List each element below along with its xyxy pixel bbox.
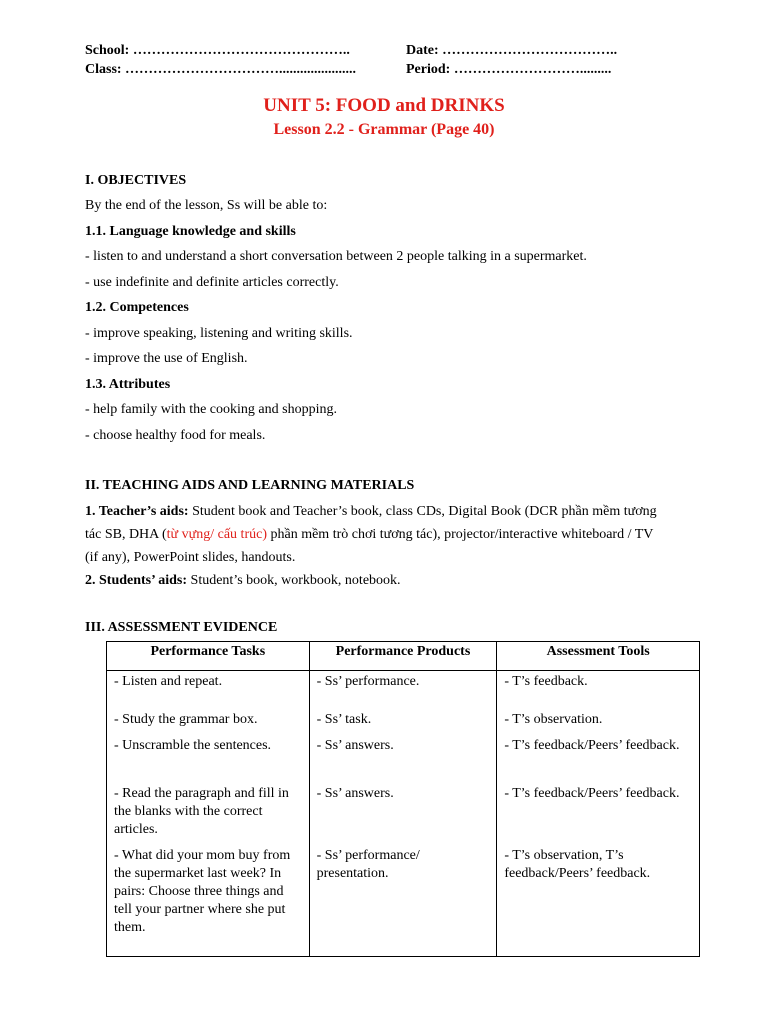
class-field: Class: ……………………………...................... <box>85 62 357 77</box>
table-cell: - Ss’ performance. <box>316 674 420 689</box>
table-cell: - T’s feedback/Peers’ feedback. <box>504 786 680 801</box>
column-header: Performance Products <box>309 642 497 671</box>
teacher-aids-line <box>85 503 657 521</box>
competence-item: - improve speaking, listening and writing skills. <box>85 326 353 341</box>
lesson-title: Lesson 2.2 - Grammar (Page 40) <box>273 121 495 138</box>
column-header: Assessment Tools <box>497 642 700 671</box>
table-cell: - T’s feedback/Peers’ feedback. <box>504 738 680 753</box>
aids-heading: II. TEACHING AIDS AND LEARNING MATERIALS <box>85 478 415 493</box>
teacher-aids-line-3: (if any), PowerPoint slides, handouts. <box>85 550 296 565</box>
table-row <box>107 785 700 847</box>
table-row <box>107 671 700 712</box>
student-aids-label: 2. Students’ aids: <box>85 573 188 588</box>
objectives-heading: I. OBJECTIVES <box>85 173 187 188</box>
table-cell: - Ss’ answers. <box>316 738 394 753</box>
vocab-structure-highlight: từ vựng/ cấu trúc) <box>166 527 267 542</box>
period-field: Period: ………………………......... <box>406 62 612 77</box>
table-cell: - Study the grammar box. <box>114 712 258 727</box>
teacher-aids-text: tác SB, DHA ( <box>85 527 167 542</box>
date-field: Date: ……………………………….. <box>406 43 618 58</box>
teacher-aids-text: phần mềm trò chơi tương tác), projector/interactive whiteboard / TV <box>266 527 654 542</box>
table-row <box>107 711 700 737</box>
attribute-item: - choose healthy food for meals. <box>85 428 266 443</box>
school-field: School: ……………………………………….. <box>85 43 350 58</box>
attribute-item: - help family with the cooking and shopping. <box>85 402 337 417</box>
table-cell: - Unscramble the sentences. <box>114 738 272 753</box>
table-cell: - Listen and repeat. <box>114 674 223 689</box>
table-cell: - Ss’ task. <box>316 712 372 727</box>
teacher-aids-label: 1. Teacher’s aids: <box>85 504 189 519</box>
competences-heading: 1.2. Competences <box>85 300 189 315</box>
table-cell: - T’s observation, T’s feedback/Peers’ feedback. <box>504 848 651 881</box>
table-row <box>107 847 700 957</box>
table-cell: - Ss’ performance/ presentation. <box>316 848 420 881</box>
student-aids-line <box>85 572 401 590</box>
teacher-aids-text: Student book and Teacher’s book, class CDs, Digital Book (DCR phần mềm tương <box>188 504 657 519</box>
assessment-heading: III. ASSESSMENT EVIDENCE <box>85 620 278 635</box>
competence-item: - improve the use of English. <box>85 351 248 366</box>
table-cell: - T’s feedback. <box>504 674 588 689</box>
table-cell: - Read the paragraph and fill in the blanks with the correct articles. <box>114 786 289 837</box>
attributes-heading: 1.3. Attributes <box>85 377 171 392</box>
table-cell: - T’s observation. <box>504 712 603 727</box>
column-header: Performance Tasks <box>107 642 310 671</box>
unit-title: UNIT 5: FOOD and DRINKS <box>263 95 505 116</box>
table-cell: - What did your mom buy from the supermarket last week? In pairs: Choose three things and tell your partner where she put them. <box>114 848 291 935</box>
objective-item: - use indefinite and definite articles correctly. <box>85 275 339 290</box>
language-knowledge-heading: 1.1. Language knowledge and skills <box>85 224 296 239</box>
assessment-table <box>106 641 700 957</box>
teacher-aids-line-2 <box>85 526 653 544</box>
objective-item: - listen to and understand a short conversation between 2 people talking in a supermarket. <box>85 249 587 264</box>
objectives-intro: By the end of the lesson, Ss will be able to: <box>85 198 328 213</box>
student-aids-text: Student’s book, workbook, notebook. <box>187 573 401 588</box>
table-cell: - Ss’ answers. <box>316 786 394 801</box>
table-row <box>107 737 700 785</box>
table-header-row <box>107 642 700 671</box>
